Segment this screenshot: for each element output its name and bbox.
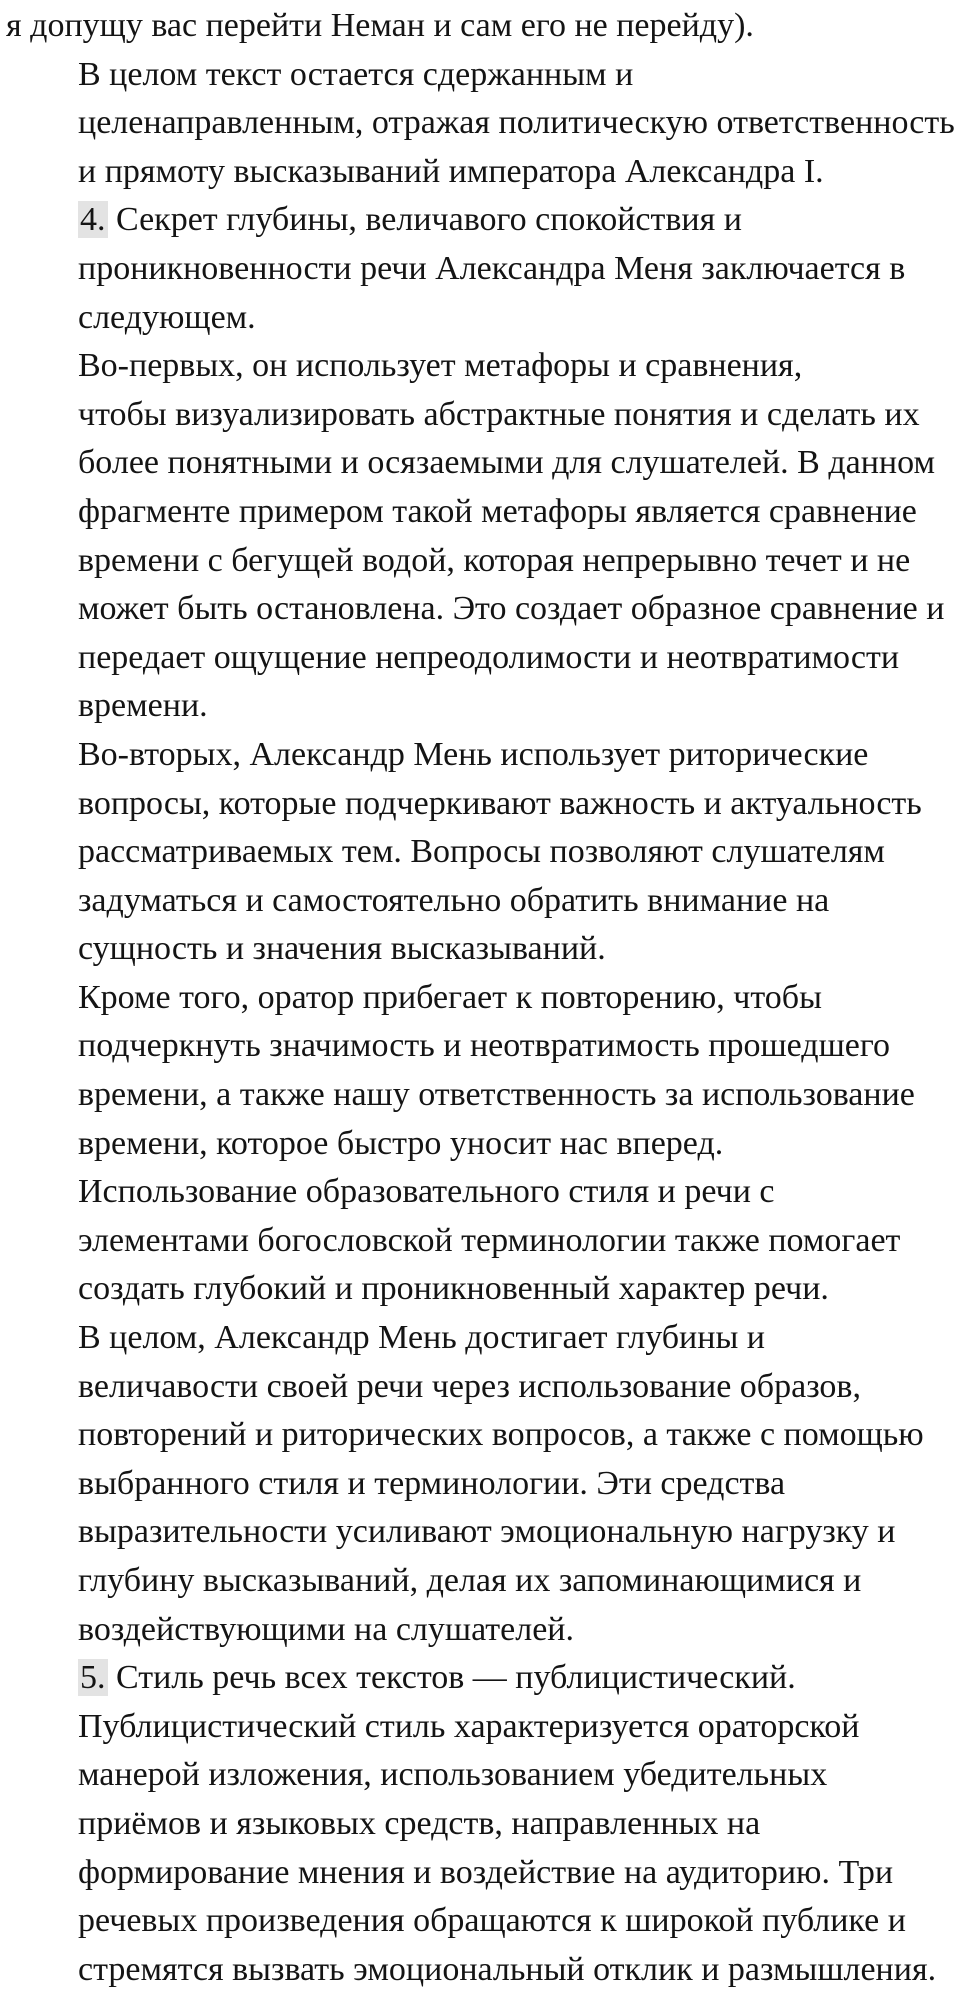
line-text: времени.	[78, 687, 208, 725]
paragraph	[6, 731, 960, 974]
line-text: повторений и риторических вопросов, а также с помощью	[78, 1416, 924, 1454]
text-line	[6, 1849, 960, 1898]
text-line	[6, 974, 960, 1023]
text-line	[6, 1751, 960, 1800]
line-text: чтобы визуализировать абстрактные понятия и сделать их	[78, 395, 920, 433]
text-line	[6, 1314, 960, 1363]
line-text: Секрет глубины, величавого спокойствия и	[107, 201, 742, 239]
line-text: Стиль речь всех текстов — публицистический.	[107, 1659, 796, 1697]
paragraph	[6, 1168, 960, 1314]
line-text: задуматься и самостоятельно обратить внимание на	[78, 881, 830, 919]
text-line	[6, 1265, 960, 1314]
line-text: глубину высказываний, делая их запоминающимися и	[78, 1562, 862, 1599]
line-text: проникновенности речи Александра Меня заключается в	[78, 249, 906, 287]
line-text: Во-вторых, Александр Мень использует риторические	[78, 735, 869, 773]
text-line	[6, 488, 960, 537]
line-text: вопросы, которые подчеркивают важность и актуальность	[78, 784, 922, 822]
line-text: В целом текст остается сдержанным и	[78, 55, 634, 93]
text-line	[6, 439, 960, 488]
text-line	[6, 731, 960, 780]
line-text: времени с бегущей водой, которая непрерывно течет и не	[78, 541, 911, 579]
line-text: элементами богословской терминологии также помогает	[78, 1221, 901, 1259]
line-text: Во-первых, он использует метафоры и сравнения,	[78, 347, 803, 385]
text-line	[6, 1071, 960, 1120]
text-line	[6, 780, 960, 829]
text-line	[6, 391, 960, 440]
text-line	[6, 51, 960, 100]
line-text: воздействующими на слушателей.	[78, 1610, 574, 1648]
text-line	[6, 1654, 960, 1703]
line-text: создать глубокий и проникновенный характер речи.	[78, 1270, 829, 1308]
numbered-paragraph	[6, 1654, 960, 1990]
text-line	[6, 537, 960, 586]
line-text: рассматриваемых тем. Вопросы позволяют слушателям	[78, 833, 885, 871]
text-line	[6, 196, 960, 245]
text-line	[6, 682, 960, 731]
line-text: формирование мнения и воздействие на аудиторию. Три	[78, 1853, 894, 1891]
text-line	[6, 1557, 960, 1606]
line-text: подчеркнуть значимость и неотвратимость прошедшего	[78, 1027, 890, 1065]
paragraph	[6, 1314, 960, 1654]
item-number: 4.	[80, 201, 106, 239]
line-text: следующем.	[78, 298, 256, 336]
text-line	[6, 1363, 960, 1412]
line-text: может быть остановлена. Это создает образное сравнение и	[78, 590, 945, 628]
text-line	[6, 148, 960, 197]
line-text: манерой изложения, использованием убедительных	[78, 1756, 828, 1794]
line-text: Кроме того, оратор прибегает к повторению, чтобы	[78, 978, 822, 1016]
text-line	[6, 828, 960, 877]
text-line	[6, 585, 960, 634]
text-line	[6, 245, 960, 294]
text-line	[6, 294, 960, 343]
line-text: сущность и значения высказываний.	[78, 930, 606, 968]
text-line	[6, 1508, 960, 1557]
line-text: приёмов и языковых средств, направленных на	[78, 1804, 761, 1842]
line-text: фрагменте примером такой метафоры является сравнение	[78, 492, 917, 530]
line-text: более понятными и осязаемыми для слушателей. В данном	[78, 444, 935, 482]
text-line	[6, 1168, 960, 1217]
numbered-paragraph	[6, 196, 960, 342]
text-line	[6, 342, 960, 391]
text-line	[6, 1800, 960, 1849]
line-text: передает ощущение непреодолимости и неотвратимости	[78, 638, 900, 676]
paragraph	[6, 342, 960, 731]
text-line	[6, 1606, 960, 1655]
line-text: В целом, Александр Мень достигает глубины и	[78, 1319, 765, 1357]
text-line	[6, 99, 960, 148]
line-text: речевых произведения обращаются к широкой публике и	[78, 1902, 906, 1940]
text-line	[6, 1897, 960, 1946]
line-text: Использование образовательного стиля и речи с	[78, 1173, 775, 1211]
line-text: выразительности усиливают эмоциональную нагрузку и	[78, 1513, 896, 1551]
text-line	[6, 925, 960, 974]
line-text: времени, которое быстро уносит нас вперед.	[78, 1124, 724, 1162]
text-line	[6, 2, 960, 51]
paragraph	[6, 974, 960, 1168]
text-line	[6, 634, 960, 683]
text-line	[6, 1703, 960, 1752]
item-number: 5.	[80, 1659, 106, 1697]
line-text: стремятся вызвать эмоциональный отклик и размышления.	[78, 1950, 937, 1988]
line-text: Публицистический стиль характеризуется ораторской	[78, 1707, 860, 1745]
text-line	[6, 1120, 960, 1169]
text-line	[6, 1460, 960, 1509]
paragraph	[6, 2, 960, 51]
text-line	[6, 877, 960, 926]
line-text: целенаправленным, отражая политическую ответственность	[78, 104, 955, 142]
line-text: времени, а также нашу ответственность за использование	[78, 1076, 915, 1114]
paragraph	[6, 51, 960, 197]
line-text: и прямоту высказываний императора Александра I.	[78, 152, 824, 190]
text-line	[6, 1411, 960, 1460]
line-text: выбранного стиля и терминологии. Эти средства	[78, 1464, 786, 1502]
text-line	[6, 1217, 960, 1266]
line-text: величавости своей речи через использование образов,	[78, 1367, 861, 1405]
text-line	[6, 1022, 960, 1071]
text-line	[6, 1946, 960, 1990]
line-text: я допущу вас перейти Неман и сам его не перейду).	[6, 7, 754, 44]
